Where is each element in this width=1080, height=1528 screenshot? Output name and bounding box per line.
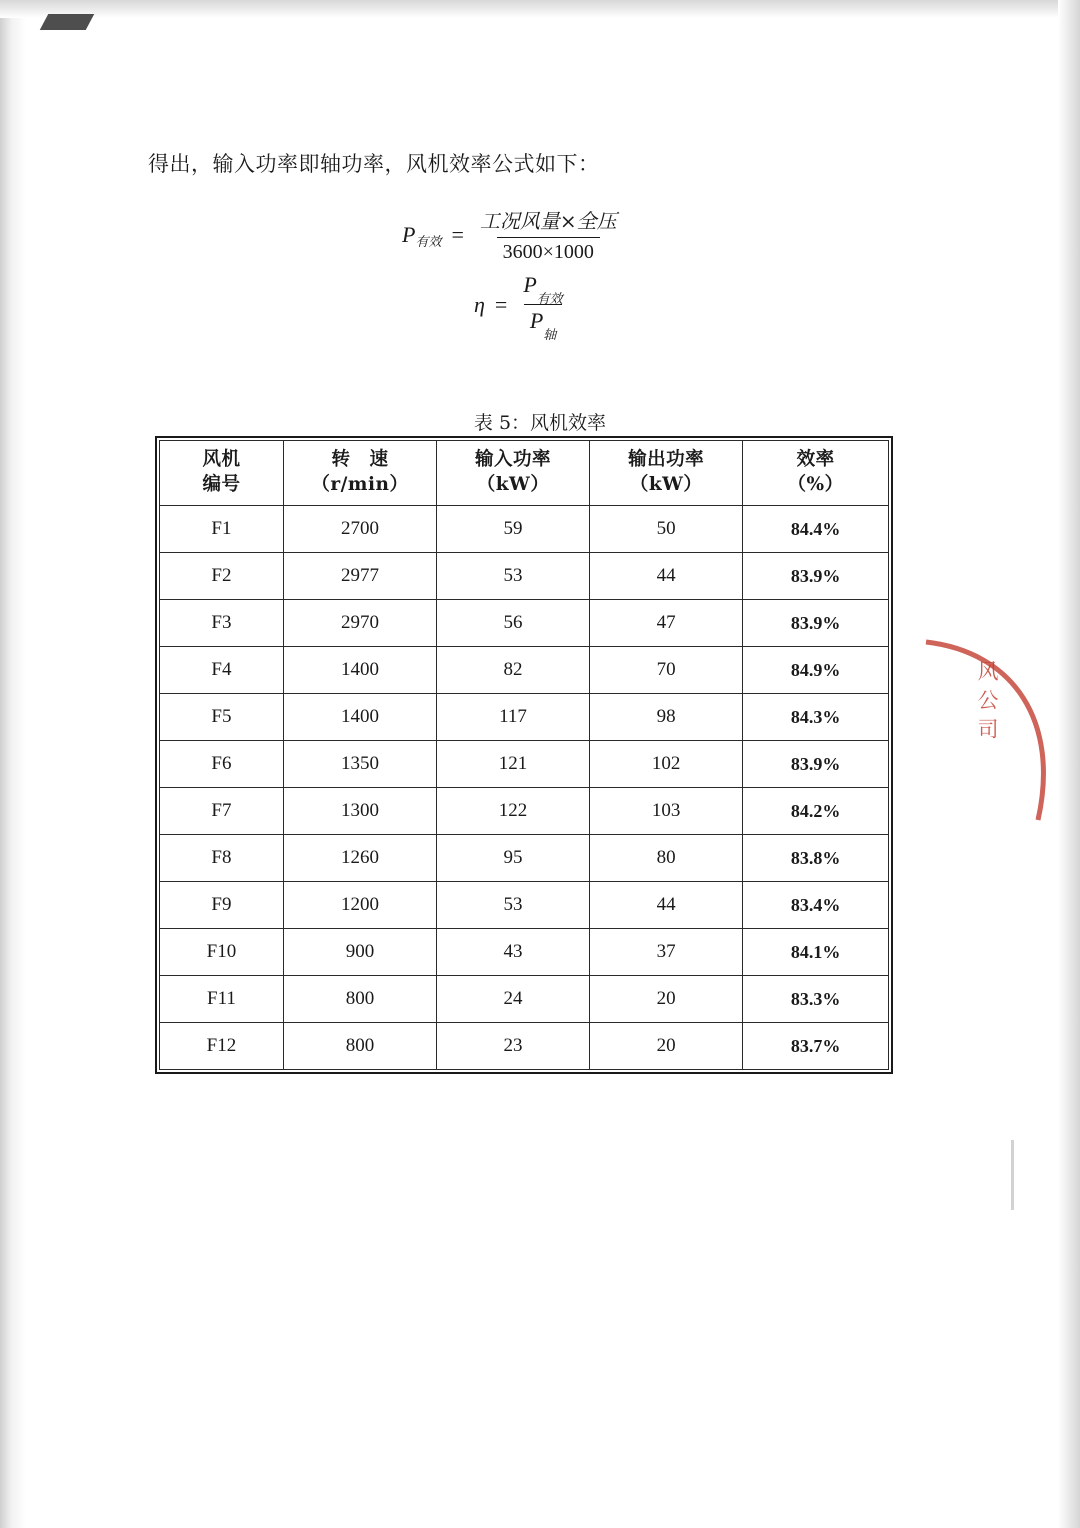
cell-fan-id: F12 [160,1023,284,1070]
company-stamp-text: 风公司 [975,660,999,747]
table-row [160,788,889,835]
table-row [160,647,889,694]
cell-efficiency: 84.3% [743,694,889,741]
table-row [160,929,889,976]
cell-speed: 2700 [283,506,436,553]
column-header-efficiency [743,441,889,506]
cell-fan-id: F4 [160,647,284,694]
table-row [160,694,889,741]
cell-output-power: 98 [590,694,743,741]
cell-efficiency: 83.3% [743,976,889,1023]
scan-edge-top [0,0,1080,18]
cell-efficiency: 83.9% [743,600,889,647]
table-caption: 表 5：风机效率 [473,412,607,434]
column-header-output-power [590,441,743,506]
table-row [160,600,889,647]
scan-corner-mark [40,14,95,30]
formula-eta-symbol: η [474,291,485,317]
formula-numerator-2 [517,272,568,304]
formula-denominator-symbol: P [529,308,544,333]
cell-speed: 2977 [283,553,436,600]
table-row [160,882,889,929]
formula-lhs-subscript: 有效 [415,234,442,249]
cell-input-power: 24 [437,976,590,1023]
cell-speed: 800 [283,1023,436,1070]
cell-fan-id: F6 [160,741,284,788]
table-row [160,553,889,600]
table-body [160,506,889,1070]
fan-efficiency-table-wrapper [155,436,893,1074]
cell-speed: 2970 [283,600,436,647]
cell-efficiency: 84.2% [743,788,889,835]
cell-efficiency: 83.9% [743,553,889,600]
table-head [160,441,889,506]
cell-input-power: 53 [437,553,590,600]
column-header-speed-line2: （r/min） [311,474,409,495]
table-row [160,506,889,553]
cell-output-power: 44 [590,553,743,600]
cell-fan-id: F11 [160,976,284,1023]
cell-output-power: 47 [590,600,743,647]
fan-efficiency-table [159,440,889,1070]
formula-effective-power [402,205,623,264]
table-row [160,1023,889,1070]
column-header-efficiency-line2: （%） [787,474,844,495]
formula-numerator-symbol: P [523,272,537,297]
scan-edge-left [0,0,26,1528]
formula-denominator-2 [524,304,562,342]
cell-fan-id: F2 [160,553,284,600]
cell-fan-id: F3 [160,600,284,647]
column-header-fan-id [160,441,284,506]
cell-efficiency: 83.8% [743,835,889,882]
column-header-fan-id-line1: 风机 [202,449,241,471]
cell-output-power: 50 [590,506,743,553]
cell-speed: 1400 [283,694,436,741]
cell-fan-id: F1 [160,506,284,553]
column-header-efficiency-line1: 效率 [796,449,835,471]
formula-equals-sign-2: = [494,291,508,317]
formula-denominator-subscript: 轴 [543,327,557,342]
cell-fan-id: F10 [160,929,284,976]
column-header-speed-line1: 转 速 [331,449,389,471]
cell-fan-id: F8 [160,835,284,882]
formula-equals-sign: = [451,221,464,247]
cell-input-power: 117 [437,694,590,741]
formula-numerator-subscript: 有效 [536,291,563,306]
scan-edge-right [1058,0,1080,1528]
table-header-row [160,441,889,506]
formula-efficiency [474,272,569,342]
column-header-input-power-line1: 输入功率 [475,449,552,471]
table-row [160,741,889,788]
table-row [160,976,889,1023]
cell-output-power: 70 [590,647,743,694]
scan-edge-tick [1011,1140,1014,1210]
cell-input-power: 121 [437,741,590,788]
formula-lhs-symbol: P [402,221,416,247]
cell-input-power: 82 [437,647,590,694]
cell-speed: 1260 [283,835,436,882]
cell-speed: 1400 [283,647,436,694]
cell-input-power: 53 [437,882,590,929]
formula-numerator: 工况风量×全压 [479,209,617,233]
cell-efficiency: 83.4% [743,882,889,929]
cell-efficiency: 84.9% [743,647,889,694]
cell-speed: 1350 [283,741,436,788]
cell-efficiency: 84.4% [743,506,889,553]
table-row [160,835,889,882]
cell-output-power: 20 [590,1023,743,1070]
column-header-output-power-line1: 输出功率 [628,449,705,471]
cell-input-power: 43 [437,929,590,976]
cell-fan-id: F7 [160,788,284,835]
cell-speed: 900 [283,929,436,976]
formula-fraction-2 [517,272,568,342]
formula-fraction [474,205,623,264]
cell-input-power: 59 [437,506,590,553]
cell-speed: 800 [283,976,436,1023]
cell-efficiency: 84.1% [743,929,889,976]
cell-output-power: 37 [590,929,743,976]
column-header-input-power [437,441,590,506]
column-header-speed [283,441,436,506]
cell-speed: 1200 [283,882,436,929]
cell-fan-id: F5 [160,694,284,741]
cell-input-power: 122 [437,788,590,835]
cell-input-power: 56 [437,600,590,647]
cell-output-power: 80 [590,835,743,882]
paragraph-text: 得出，输入功率即轴功率，风机效率公式如下： [148,152,600,176]
cell-output-power: 20 [590,976,743,1023]
column-header-fan-id-line2: 编号 [202,474,241,495]
cell-output-power: 102 [590,741,743,788]
cell-input-power: 95 [437,835,590,882]
cell-efficiency: 83.7% [743,1023,889,1070]
column-header-input-power-line2: （kW） [476,474,550,495]
column-header-output-power-line2: （kW） [629,474,703,495]
cell-efficiency: 83.9% [743,741,889,788]
formula-denominator: 3600×1000 [497,237,600,264]
cell-output-power: 44 [590,882,743,929]
cell-input-power: 23 [437,1023,590,1070]
cell-speed: 1300 [283,788,436,835]
cell-fan-id: F9 [160,882,284,929]
cell-output-power: 103 [590,788,743,835]
